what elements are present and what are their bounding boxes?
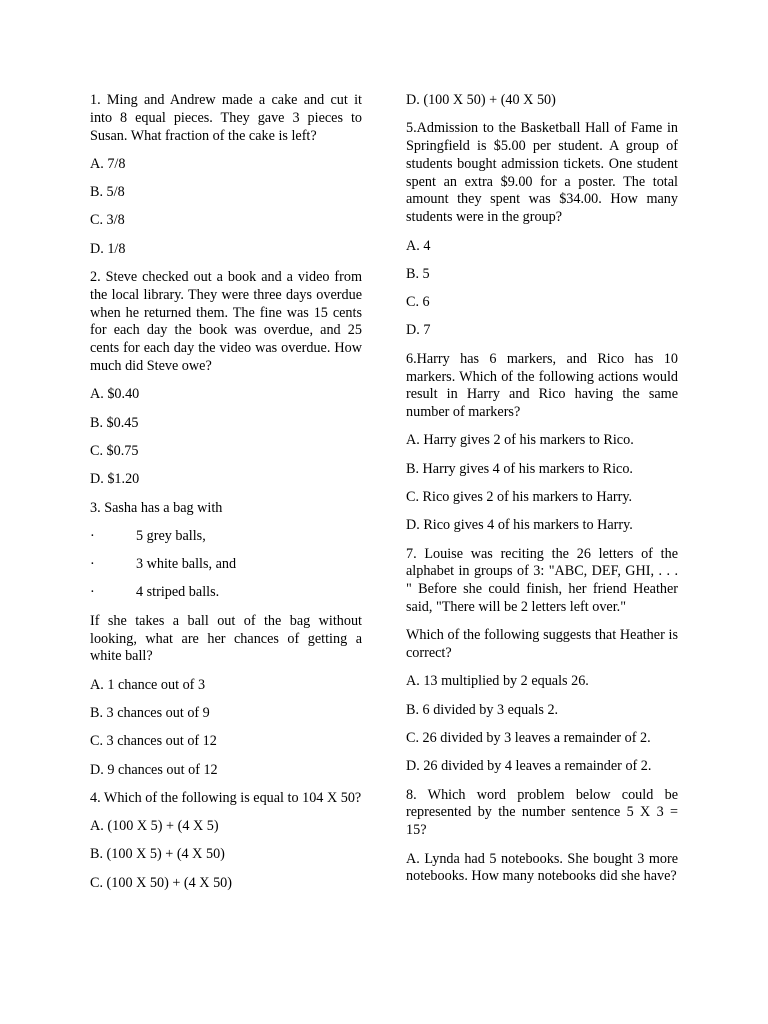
question-8-option-a: A. Lynda had 5 notebooks. She bought 3 more notebooks. How many notebooks did she have? bbox=[406, 850, 678, 885]
question-1-text: 1. Ming and Andrew made a cake and cut it into 8 equal pieces. They gave 3 pieces to Susan. What fraction of the cake is left? bbox=[90, 92, 362, 144]
question-5-option-d: D. 7 bbox=[406, 322, 431, 339]
right-column bbox=[406, 92, 678, 897]
question-1-option-c: C. 3/8 bbox=[90, 212, 125, 229]
bullet-mark: · bbox=[90, 584, 95, 601]
question-5-text: 5.Admission to the Basketball Hall of Fame in Springfield is $5.00 per student. A group of students bought admission tickets. One student spent an extra $9.00 for a poster. The total amount they spent was $34.00. How many students were in the group? bbox=[406, 120, 678, 226]
bullet-text: 3 white balls, and bbox=[136, 556, 237, 573]
question-6-option-b: B. Harry gives 4 of his markers to Rico. bbox=[406, 460, 633, 477]
question-6-text: 6.Harry has 6 markers, and Rico has 10 markers. Which of the following actions would result in Harry and Rico having the same number of markers? bbox=[406, 350, 678, 421]
question-3-intro: 3. Sasha has a bag with bbox=[90, 499, 223, 516]
question-3-text: If she takes a ball out of the bag without looking, what are her chances of getting a white ball? bbox=[90, 612, 362, 665]
question-3-option-c: C. 3 chances out of 12 bbox=[90, 733, 217, 750]
question-1-option-a: A. 7/8 bbox=[90, 155, 126, 172]
question-5-option-c: C. 6 bbox=[406, 294, 430, 311]
question-4-text: 4. Which of the following is equal to 104 X 50? bbox=[90, 789, 362, 806]
question-4-option-a: A. (100 X 5) + (4 X 5) bbox=[90, 818, 219, 835]
question-7-option-d: D. 26 divided by 4 leaves a remainder of 2. bbox=[406, 758, 652, 775]
question-6-option-d: D. Rico gives 4 of his markers to Harry. bbox=[406, 517, 633, 534]
question-3-bullet-1 bbox=[90, 528, 362, 546]
question-3-option-b: B. 3 chances out of 9 bbox=[90, 704, 210, 721]
bullet-mark: · bbox=[90, 527, 95, 544]
question-2-option-d: D. $1.20 bbox=[90, 471, 140, 488]
bullet-mark: · bbox=[90, 556, 95, 573]
question-2-option-c: C. $0.75 bbox=[90, 442, 139, 459]
question-3-bullet-2 bbox=[90, 556, 362, 574]
question-4-option-b: B. (100 X 5) + (4 X 50) bbox=[90, 846, 225, 863]
question-2-option-a: A. $0.40 bbox=[90, 386, 140, 403]
left-column bbox=[90, 92, 362, 903]
question-5-option-b: B. 5 bbox=[406, 265, 430, 282]
question-7-option-a: A. 13 multiplied by 2 equals 26. bbox=[406, 673, 589, 690]
question-6-option-a: A. Harry gives 2 of his markers to Rico. bbox=[406, 432, 634, 449]
question-1-option-b: B. 5/8 bbox=[90, 184, 125, 201]
question-1-option-d: D. 1/8 bbox=[90, 240, 126, 257]
question-7-option-b: B. 6 divided by 3 equals 2. bbox=[406, 701, 559, 718]
question-5-option-a: A. 4 bbox=[406, 237, 431, 254]
bullet-text: 5 grey balls, bbox=[136, 527, 206, 544]
question-3-bullet-3 bbox=[90, 584, 362, 602]
question-8-text: 8. Which word problem below could be represented by the number sentence 5 X 3 = 15? bbox=[406, 786, 678, 839]
question-4-option-d: D. (100 X 50) + (40 X 50) bbox=[406, 92, 556, 108]
question-2-text: 2. Steve checked out a book and a video from the local library. They were three days overdue when he returned them. The fine was 15 cents for each day the book was overdue, and 25 cents for each day the video was overdue. How much did Steve owe? bbox=[90, 269, 362, 375]
question-6-option-c: C. Rico gives 2 of his markers to Harry. bbox=[406, 489, 633, 506]
question-7-option-c: C. 26 divided by 3 leaves a remainder of 2. bbox=[406, 730, 651, 747]
bullet-text: 4 striped balls. bbox=[136, 584, 220, 601]
question-2-option-b: B. $0.45 bbox=[90, 414, 139, 431]
question-4-option-c: C. (100 X 50) + (4 X 50) bbox=[90, 874, 232, 891]
question-7-prompt: Which of the following suggests that Heather is correct? bbox=[406, 627, 678, 662]
question-7-text: 7. Louise was reciting the 26 letters of the alphabet in groups of 3: "ABC, DEF, GHI, . . . " Before she could finish, her friend Heather said, "There will be 2 letters left over." bbox=[406, 545, 678, 616]
question-3-option-a: A. 1 chance out of 3 bbox=[90, 676, 206, 693]
question-3-option-d: D. 9 chances out of 12 bbox=[90, 761, 218, 778]
